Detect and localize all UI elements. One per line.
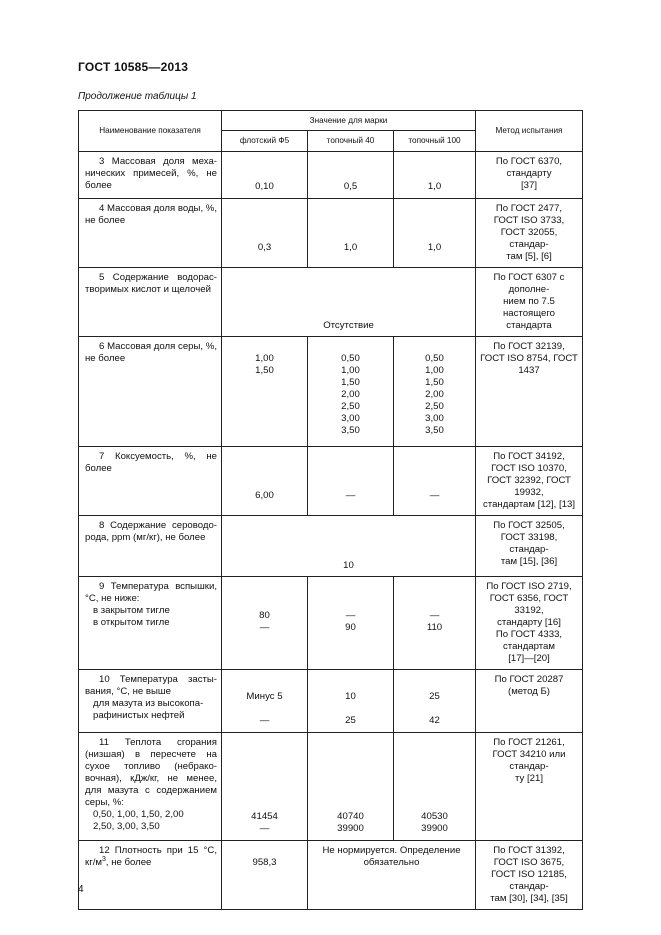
indicator-subitem: в открытом тигле [93, 617, 170, 628]
value-line: — [429, 490, 440, 501]
test-method-line: По ГОСТ 21261, [493, 737, 565, 748]
value-line: 2,00 [341, 389, 360, 400]
value-stack [308, 733, 393, 839]
test-method-line: ГОСТ 32392, ГОСТ 19932, [487, 475, 571, 498]
indicator-name-cell [79, 337, 222, 447]
test-method-line: нием по 7.5 настоящего [503, 296, 555, 319]
value-line: 25 [345, 715, 356, 726]
col-header-method: Метод испытания [476, 111, 583, 152]
value-stack [222, 841, 307, 901]
test-method-cell [476, 670, 583, 733]
value-line: 3,00 [341, 413, 360, 424]
indicator-name: 4 Массовая доля воды, %, не более [85, 203, 217, 226]
value-stack [308, 152, 393, 197]
value-cell-v2 [308, 577, 394, 670]
value-cell-v1 [222, 152, 308, 199]
value-line: 0,50 [341, 353, 360, 364]
col-header-grade-100: топочный 100 [394, 131, 476, 152]
value-line: 110 [426, 622, 443, 633]
value-stack [222, 152, 307, 197]
test-method-line: ГОСТ 33198, стандар- [500, 532, 558, 555]
value-stack [222, 447, 307, 506]
value-cell-v1 [222, 447, 308, 516]
test-method-line: ГОСТ ISO 8754, ГОСТ 1437 [480, 353, 578, 376]
indicator-subitem: для мазута из высокопа-рафинистых нефтей [93, 698, 204, 721]
col-header-value-group: Значение для марки [222, 111, 476, 131]
value-stack [222, 199, 307, 258]
indicator-name-cell [79, 670, 222, 733]
value-cell-v1 [222, 670, 308, 733]
value-line: — [429, 610, 440, 621]
test-method-line: ГОСТ 34210 или стандар- [492, 749, 566, 772]
value-cell-v2 [308, 733, 394, 841]
test-method-cell [476, 199, 583, 268]
value-line: 41454 [251, 811, 278, 822]
value-line: 42 [429, 715, 440, 726]
table-row [79, 447, 583, 516]
value-line: 40740 [337, 811, 364, 822]
value-line: 3,50 [341, 425, 360, 436]
test-method-line: ГОСТ ISO 3675, [493, 857, 565, 868]
col-header-name: Наименование показателя [79, 111, 222, 152]
indicator-name-cell [79, 577, 222, 670]
value-line: — [259, 622, 270, 633]
indicator-name: 3 Массовая доля меха-нических примесей, %, не более [85, 156, 217, 191]
value-line: 1,50 [425, 377, 444, 388]
indicator-name: 8 Содержание сероводо-рода, ppm (мг/кг), не более [85, 520, 217, 543]
test-method-cell [476, 577, 583, 670]
test-method-line: По ГОСТ 4333, стандартам [495, 629, 563, 652]
value-spacer [394, 703, 475, 715]
value-line: 2,50 [341, 401, 360, 412]
test-method-line: По ГОСТ 2477, [495, 203, 563, 214]
indicator-name: 5 Содержание водорас-творимых кислот и щелочей [85, 272, 217, 295]
test-method-cell [476, 268, 583, 337]
indicator-subitem: в закрытом тигле [93, 605, 170, 616]
indicator-name: 11 Теплота сгорания (низшая) в пересчете на сухое топливо (небрако-вочная), кДж/кг, не менее, для мазута с содержанием серы, %: [85, 737, 217, 808]
value-line: 0,50 [425, 353, 444, 364]
value-cell-v2 [308, 337, 394, 447]
test-method-cell [476, 337, 583, 447]
test-method-cell [476, 152, 583, 199]
value-line: 1,0 [427, 242, 442, 253]
test-method-line: [37] [520, 180, 537, 191]
value-line: 0,5 [343, 181, 358, 192]
merged-value-cell: 10 [222, 516, 476, 577]
value-cell-v3 [394, 199, 476, 268]
value-cell-v2 [308, 199, 394, 268]
value-line: 39900 [421, 823, 448, 834]
indicator-name: 6 Массовая доля серы, %, не более [85, 341, 217, 364]
test-method-line: По ГОСТ ISO 2719, [486, 581, 572, 592]
test-method-line: По ГОСТ 32505, [493, 520, 565, 531]
value-line: — [345, 610, 356, 621]
value-line: 40530 [421, 811, 448, 822]
table-row [79, 841, 583, 910]
value-cell-v1 [222, 577, 308, 670]
test-method-line: там [15], [36] [500, 556, 558, 567]
test-method-line: ГОСТ ISO 10370, [491, 463, 567, 474]
indicator-name-text: , не более [105, 857, 152, 868]
value-stack [394, 152, 475, 197]
value-line: 1,50 [341, 377, 360, 388]
value-line: Минус 5 [246, 691, 283, 702]
value-line: 1,00 [341, 365, 360, 376]
indicator-name [85, 845, 217, 869]
value-cell-v3 [394, 447, 476, 516]
test-method-line: там [30], [34], [35] [490, 893, 568, 904]
test-method-line: По ГОСТ 6370, стандарту [495, 156, 563, 179]
value-line: — [259, 715, 270, 726]
merged-value-line: Не нормируется. Определение [322, 845, 461, 856]
test-method-line: стандарту [16] [497, 617, 561, 628]
indicator-subitem: 2,50, 3,00, 3,50 [93, 821, 160, 832]
value-stack [222, 670, 307, 731]
value-line: 3,00 [425, 413, 444, 424]
value-cell-v2 [308, 152, 394, 199]
value-line: 80 [259, 610, 270, 621]
value-cell-v3 [394, 670, 476, 733]
indicator-name-cell [79, 733, 222, 841]
value-cell-v3 [394, 577, 476, 670]
page-number: 4 [78, 884, 84, 895]
merged-value-cell [308, 841, 476, 910]
indicator-name-cell [79, 199, 222, 268]
value-cell-v1 [222, 733, 308, 841]
indicator-name-cell [79, 268, 222, 337]
value-cell-v2 [308, 670, 394, 733]
value-cell-v3 [394, 733, 476, 841]
value-stack [394, 733, 475, 839]
value-stack [308, 337, 393, 445]
test-method-line: [17]—[20] [508, 653, 550, 664]
value-line: 1,0 [427, 181, 442, 192]
test-method-line: По ГОСТ 31392, [493, 845, 565, 856]
value-line: 1,00 [255, 353, 274, 364]
indicator-subitem: 0,50, 1,00, 1,50, 2,00 [93, 809, 184, 820]
indicator-name: 7 Коксуемость, %, не более [85, 451, 217, 474]
indicator-name: 9 Температура вспышки, °С, не ниже: [85, 581, 217, 604]
value-stack [394, 337, 475, 445]
value-stack [222, 733, 307, 839]
value-line: 6,00 [255, 490, 274, 501]
value-line: 39900 [337, 823, 364, 834]
value-stack [394, 199, 475, 258]
unit-superscript: 3 [101, 855, 106, 863]
value-stack [394, 670, 475, 731]
indicator-name-cell [79, 841, 222, 910]
value-cell-v1 [222, 841, 308, 910]
table-row [79, 577, 583, 670]
value-cell-v1 [222, 337, 308, 447]
value-line: 1,0 [343, 242, 358, 253]
test-method-line: По ГОСТ 20287 (метод Б) [494, 674, 564, 697]
table-row [79, 199, 583, 268]
value-line: — [259, 823, 270, 834]
test-method-line: По ГОСТ 32139, [493, 341, 565, 352]
value-line: 2,50 [425, 401, 444, 412]
table-row [79, 268, 583, 337]
value-spacer [308, 703, 393, 715]
value-stack [394, 577, 475, 638]
table-row [79, 516, 583, 577]
test-method-line: ГОСТ 6356, ГОСТ 33192, [489, 593, 569, 616]
value-line: 10 [345, 691, 356, 702]
value-line: — [345, 490, 356, 501]
indicator-name-cell [79, 447, 222, 516]
table-row [79, 152, 583, 199]
indicator-name: 10 Температура засты-вания, °С, не выше [85, 674, 217, 697]
test-method-line: стандартам [12], [13] [483, 499, 575, 510]
value-stack [222, 577, 307, 638]
value-line: 0,3 [257, 242, 272, 253]
value-cell-v3 [394, 152, 476, 199]
test-method-line: ГОСТ ISO 12185, стандар- [491, 869, 567, 892]
test-method-cell [476, 516, 583, 577]
value-line: 0,10 [255, 181, 274, 192]
test-method-line: ГОСТ 32055, стандар- [500, 227, 558, 250]
indicator-name-cell [79, 152, 222, 199]
merged-value-cell: Отсутствие [222, 268, 476, 337]
value-line: 1,00 [425, 365, 444, 376]
value-stack [308, 577, 393, 638]
indicator-name-cell [79, 516, 222, 577]
specification-table [78, 110, 583, 910]
col-header-grade-f5: флотский Ф5 [222, 131, 308, 152]
document-title: ГОСТ 10585—2013 [78, 60, 189, 74]
value-line: 25 [429, 691, 440, 702]
value-line: 3,50 [425, 425, 444, 436]
test-method-line: там [5], [6] [506, 251, 552, 262]
value-line: 958,3 [252, 857, 277, 868]
value-stack [308, 670, 393, 731]
value-cell-v3 [394, 337, 476, 447]
test-method-line: По ГОСТ 6307 с дополне- [493, 272, 565, 295]
test-method-cell [476, 447, 583, 516]
merged-value-line: обязательно [363, 857, 420, 868]
value-stack [222, 337, 307, 445]
table-row [79, 733, 583, 841]
value-line: 90 [345, 622, 356, 633]
value-line: 1,50 [255, 365, 274, 376]
test-method-line: ГОСТ ISO 3733, [493, 215, 565, 226]
value-spacer [222, 703, 307, 715]
value-cell-v1 [222, 199, 308, 268]
table-row [79, 670, 583, 733]
test-method-line: ту [21] [515, 773, 543, 784]
indicator-name-text: 12 Плотность при 15 °С, кг/м [85, 845, 217, 868]
test-method-line: По ГОСТ 34192, [493, 451, 565, 462]
value-line: 2,00 [425, 389, 444, 400]
test-method-cell [476, 733, 583, 841]
value-stack [308, 447, 393, 506]
table-continuation-caption: Продолжение таблицы 1 [78, 91, 197, 102]
table-row [79, 337, 583, 447]
test-method-line: стандарта [506, 320, 552, 331]
value-stack [394, 447, 475, 506]
test-method-cell [476, 841, 583, 910]
col-header-grade-40: топочный 40 [308, 131, 394, 152]
value-stack [308, 199, 393, 258]
value-cell-v2 [308, 447, 394, 516]
